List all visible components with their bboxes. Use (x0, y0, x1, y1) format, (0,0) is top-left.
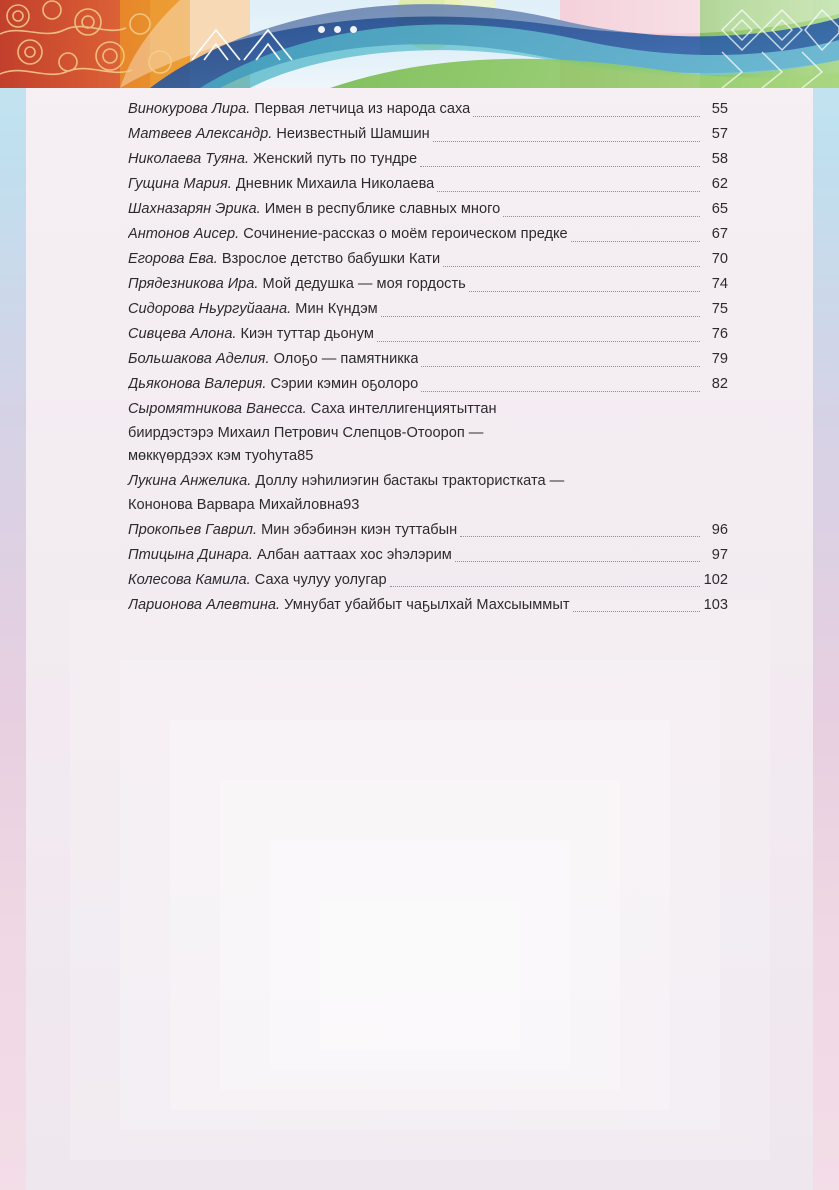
toc-leader (455, 560, 700, 562)
toc-author: Ларионова Алевтина. (128, 596, 281, 613)
toc-page-number: 74 (711, 276, 728, 292)
toc-author: Шахназарян Эрика. (128, 201, 261, 217)
toc-entry[interactable] (128, 273, 728, 297)
glow-layer-6 (320, 900, 520, 1050)
toc-entry[interactable] (128, 123, 728, 147)
toc-leader (469, 290, 700, 292)
toc-leader (390, 585, 700, 587)
left-edge-band (0, 0, 26, 1190)
toc-page-number: 75 (711, 301, 728, 317)
toc-entry[interactable] (128, 148, 728, 172)
toc-title-line2: биирдэстэрэ Михаил Петрович Слепцов-Отоороп — (128, 424, 484, 441)
toc-author: Большакова Аделия. (128, 351, 270, 367)
toc-entry[interactable] (128, 569, 728, 593)
toc-page-number: 85 (297, 448, 314, 464)
toc-title: Олоҕо — памятникка (273, 351, 419, 367)
table-of-contents (128, 98, 728, 619)
toc-title: Взрослое детство бабушки Кати (221, 251, 441, 267)
toc-author: Гущина Мария. (128, 176, 232, 192)
toc-title: Мой дедушка — моя гордость (262, 276, 466, 292)
header-ornament (0, 0, 839, 88)
toc-title: Неизвестный Шамшин (276, 126, 430, 142)
toc-leader (433, 140, 700, 142)
toc-author: Егорова Ева. (128, 251, 218, 267)
toc-leader (473, 115, 700, 117)
toc-page-number: 70 (711, 251, 728, 267)
toc-entry[interactable] (128, 223, 728, 247)
toc-leader (460, 535, 700, 537)
toc-author: Сидорова Ньургуйаана. (128, 301, 292, 317)
toc-leader (437, 190, 700, 192)
dot-1 (318, 26, 325, 33)
toc-title: Имен в республике славных много (264, 201, 501, 217)
toc-page-number: 82 (711, 376, 728, 392)
toc-page-number: 55 (711, 101, 728, 117)
toc-entry[interactable] (128, 248, 728, 272)
toc-leader (377, 340, 700, 342)
toc-page-number: 58 (711, 151, 728, 167)
toc-page-number: 96 (711, 521, 728, 538)
toc-page-number: 62 (711, 176, 728, 192)
right-edge-band (813, 0, 839, 1190)
toc-author: Дьяконова Валерия. (128, 376, 267, 392)
toc-leader (420, 165, 700, 167)
toc-title-line2: Кононова Варвара Михайловна (128, 496, 344, 513)
toc-entry[interactable] (128, 198, 728, 222)
toc-author: Сивцева Алона. (128, 326, 237, 342)
toc-page-number: 65 (711, 201, 728, 217)
toc-entry[interactable] (128, 323, 728, 347)
toc-entry[interactable] (128, 348, 728, 372)
toc-title: Сэрии кэмин оҕолоро (270, 376, 419, 392)
toc-entry[interactable] (128, 544, 728, 568)
toc-title: Первая летчица из народа саха (254, 101, 471, 117)
toc-page-number: 67 (711, 226, 728, 242)
toc-title: Албан ааттаах хос эһэлэрим (257, 546, 452, 563)
toc-author: Винокурова Лира. (128, 101, 251, 117)
toc-title: Сочинение-рассказ о моём героическом предке (243, 226, 568, 242)
toc-entry[interactable] (128, 398, 728, 469)
toc-entry[interactable] (128, 470, 728, 517)
toc-page-number: 97 (711, 546, 728, 563)
toc-author: Прядезникова Ира. (128, 276, 259, 292)
toc-author: Антонов Аисер. (128, 226, 240, 242)
dot-2 (334, 26, 341, 33)
header-dots (318, 26, 357, 33)
toc-title: Мин эбэбинэн киэн туттабын (261, 521, 458, 538)
toc-author: Прокопьев Гаврил. (128, 521, 258, 538)
toc-title: Женский путь по тундре (253, 151, 418, 167)
toc-page-number: 57 (711, 126, 728, 142)
toc-page-number: 93 (343, 496, 360, 513)
toc-title: Киэн туттар дьонум (240, 326, 374, 342)
toc-title: Умнубат убайбыт чаҕылхай Махсыыммыт (284, 596, 570, 613)
toc-title: Дневник Михаила Николаева (235, 176, 435, 192)
toc-entry[interactable] (128, 519, 728, 543)
toc-leader (421, 390, 700, 392)
toc-entry[interactable] (128, 298, 728, 322)
toc-author: Лукина Анжелика. (128, 473, 252, 489)
toc-author: Колесова Камила. (128, 571, 251, 588)
toc-page-number: 79 (711, 351, 728, 367)
toc-title-line3: мөккүөрдээх кэм туоһута (128, 448, 298, 464)
toc-leader (571, 240, 700, 242)
toc-author: Птицына Динара. (128, 546, 253, 563)
toc-leader (503, 215, 700, 217)
toc-title: Саха интеллигенциятыттан (310, 401, 497, 417)
dot-3 (350, 26, 357, 33)
toc-entry[interactable] (128, 373, 728, 397)
toc-author: Матвеев Александр. (128, 126, 273, 142)
toc-entry[interactable] (128, 594, 728, 618)
toc-entry[interactable] (128, 98, 728, 122)
toc-leader (381, 315, 700, 317)
toc-author: Сыромятникова Ванесса. (128, 401, 307, 417)
toc-leader (443, 265, 700, 267)
toc-entry[interactable] (128, 173, 728, 197)
toc-leader (421, 365, 700, 367)
toc-title: Саха чулуу уолугар (254, 571, 387, 588)
toc-author: Николаева Туяна. (128, 151, 249, 167)
toc-leader (573, 610, 700, 612)
toc-page-number: 103 (703, 596, 728, 613)
toc-title: Мин Күндэм (295, 301, 378, 317)
toc-title: Доллу нэһилиэгин бастакы трактористката — (255, 473, 565, 489)
toc-page-number: 102 (703, 571, 728, 588)
toc-page-number: 76 (711, 326, 728, 342)
